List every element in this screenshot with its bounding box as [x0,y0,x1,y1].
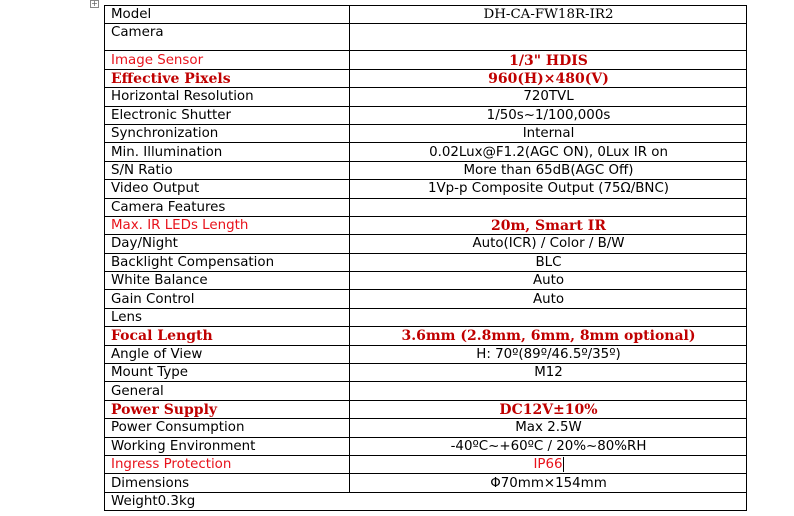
table-row [105,474,747,492]
table-row [105,382,747,400]
spec-value[interactable]: DC12V±10% [350,400,747,418]
table-row [105,253,747,271]
spec-label[interactable]: Model [105,6,350,24]
table-row [105,327,747,345]
spec-value[interactable]: H: 70º(89º/46.5º/35º) [350,345,747,363]
spec-label[interactable]: General [105,382,350,400]
spec-value[interactable]: 1/50s~1/100,000s [350,106,747,124]
spec-value[interactable]: 1Vp-p Composite Output (75Ω/BNC) [350,180,747,198]
spec-value[interactable]: -40ºC~+60ºC / 20%~80%RH [350,437,747,455]
table-row [105,437,747,455]
spec-label[interactable]: S/N Ratio [105,161,350,179]
spec-value[interactable]: Auto [350,290,747,308]
table-row [105,364,747,382]
table-row [105,69,747,87]
spec-value[interactable]: Φ70mm×154mm [350,474,747,492]
spec-label[interactable]: Camera Features [105,198,350,216]
specifications-table [104,5,747,511]
spec-label[interactable]: Power Consumption [105,419,350,437]
spec-value[interactable]: BLC [350,253,747,271]
spec-value[interactable]: Internal [350,124,747,142]
spec-value[interactable]: Auto(ICR) / Color / B/W [350,235,747,253]
spec-value[interactable]: 720TVL [350,88,747,106]
spec-value[interactable]: Auto [350,272,747,290]
table-row [105,24,747,51]
spec-label[interactable]: Effective Pixels [105,69,350,87]
spec-label[interactable]: Image Sensor [105,51,350,69]
spec-label[interactable]: Dimensions [105,474,350,492]
spec-value[interactable]: Max 2.5W [350,419,747,437]
spec-label[interactable]: White Balance [105,272,350,290]
spec-label[interactable]: Synchronization [105,124,350,142]
spec-label[interactable]: Mount Type [105,364,350,382]
table-row [105,345,747,363]
spec-value[interactable]: 960(H)×480(V) [350,69,747,87]
spec-value[interactable]: More than 65dB(AGC Off) [350,161,747,179]
spec-value[interactable] [350,24,747,51]
spec-value[interactable] [350,198,747,216]
spec-label[interactable]: Gain Control [105,290,350,308]
spec-label[interactable]: Min. Illumination [105,143,350,161]
table-row [105,290,747,308]
spec-label[interactable]: Backlight Compensation [105,253,350,271]
spec-value[interactable] [350,308,747,326]
spec-label[interactable]: Angle of View [105,345,350,363]
table-row [105,455,747,473]
spec-merged-cell[interactable] [105,492,747,510]
table-row [105,88,747,106]
spec-label[interactable]: Focal Length [105,327,350,345]
spec-value[interactable] [350,382,747,400]
spec-label[interactable]: Lens [105,308,350,326]
table-row [105,492,747,510]
table-row [105,419,747,437]
spec-value: 0.3kg [157,493,196,509]
spec-label[interactable]: Horizontal Resolution [105,88,350,106]
table-row [105,106,747,124]
table-row [105,272,747,290]
spec-label[interactable]: Electronic Shutter [105,106,350,124]
table-row [105,216,747,234]
spec-value[interactable]: 0.02Lux@F1.2(AGC ON), 0Lux IR on [350,143,747,161]
spec-sheet [104,5,746,511]
table-row [105,124,747,142]
spec-label: Weight [111,493,158,509]
spec-label[interactable]: Camera [105,24,350,51]
spec-value-text: IP66 [533,457,563,473]
spec-value[interactable]: 1/3" HDIS [350,51,747,69]
spec-label[interactable]: Working Environment [105,437,350,455]
spec-value[interactable]: 3.6mm (2.8mm, 6mm, 8mm optional) [350,327,747,345]
table-row [105,180,747,198]
spec-label[interactable]: Power Supply [105,400,350,418]
spec-label[interactable]: Ingress Protection [105,455,350,473]
spec-label[interactable]: Video Output [105,180,350,198]
spec-value[interactable]: DH-CA-FW18R-IR2 [350,6,747,24]
spec-value[interactable]: 20m, Smart IR [350,216,747,234]
spec-value[interactable]: M12 [350,364,747,382]
spec-value[interactable] [350,455,747,473]
table-row [105,400,747,418]
table-row [105,51,747,69]
table-row [105,161,747,179]
spec-label[interactable]: Day/Night [105,235,350,253]
table-anchor-handle[interactable]: + [91,0,98,8]
text-cursor [563,457,564,472]
table-row [105,235,747,253]
table-row [105,198,747,216]
table-row [105,308,747,326]
spec-label[interactable]: Max. IR LEDs Length [105,216,350,234]
table-row [105,6,747,24]
table-row [105,143,747,161]
